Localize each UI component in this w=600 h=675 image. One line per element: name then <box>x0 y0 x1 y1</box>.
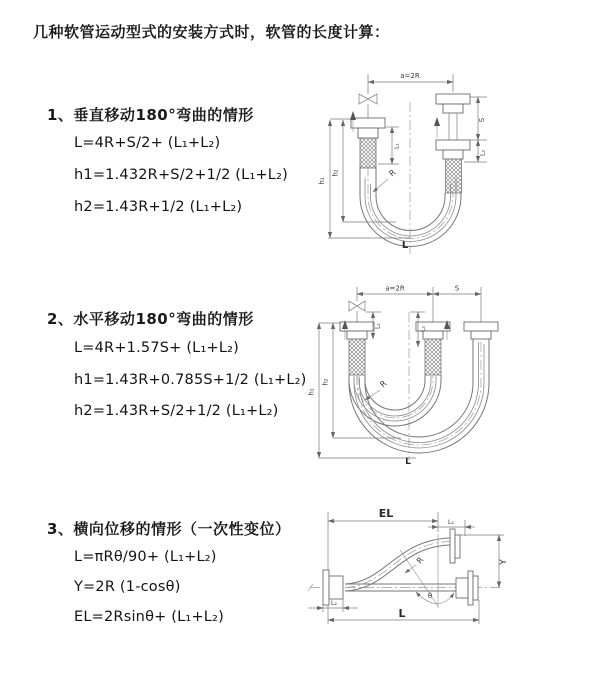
label-l1: L₁ <box>447 519 455 526</box>
valve-icon <box>359 86 377 118</box>
dimension-a-2R <box>368 72 453 92</box>
label-l: L <box>401 240 409 251</box>
braided-hose-section <box>446 159 462 193</box>
label-theta: θ <box>427 592 433 600</box>
dimension-L <box>405 457 411 466</box>
label-l: L <box>405 457 411 466</box>
braided-hose-section <box>349 339 365 375</box>
s-curve-hose <box>345 538 450 591</box>
diagram-lateral-displacement <box>298 502 560 652</box>
label-l2: L₂ <box>419 325 427 333</box>
dimension-a-2R <box>357 285 481 323</box>
label-h1: h₁ <box>307 388 316 396</box>
dimension-h1 <box>318 119 351 238</box>
right-flange-upper <box>436 94 470 140</box>
section-1-heading: 1、垂直移动180°弯曲的情形 <box>47 106 254 124</box>
section-2-formula-h1: h1=1.43R+0.785S+1/2 (L₁+L₂) <box>74 372 307 388</box>
section-1-formula-h2: h2=1.43R+1/2 (L₁+L₂) <box>74 199 243 215</box>
label-h2: h₂ <box>331 169 340 177</box>
dimension-L2 <box>410 312 427 347</box>
dimension-L1 <box>378 127 401 164</box>
label-a: a=2R <box>400 72 420 80</box>
dimension-L2 <box>308 599 358 612</box>
label-r: R <box>414 555 426 566</box>
valve-icon <box>349 299 365 322</box>
dimension-S <box>433 285 481 295</box>
label-l2: L₂ <box>479 149 487 157</box>
label-s: S <box>478 117 486 123</box>
radius-callout-R <box>373 168 398 192</box>
section-3-formula-EL: EL=2Rsinθ+ (L₁+L₂) <box>74 609 224 625</box>
section-1-formula-h1: h1=1.432R+S/2+1/2 (L₁+L₂) <box>74 167 288 183</box>
left-flange <box>351 118 385 168</box>
top-right-flange <box>450 529 460 563</box>
section-3-formula-L: L=πRθ/90+ (L₁+L₂) <box>74 549 217 565</box>
label-h2: h₂ <box>321 378 330 386</box>
braided-hose-section <box>425 339 441 375</box>
braided-hose-section <box>360 138 376 168</box>
u-bend-position-1 <box>349 375 441 426</box>
radius-callout-R <box>365 379 389 400</box>
label-s: S <box>454 284 460 293</box>
label-l2: L₂ <box>330 600 338 607</box>
dimension-S <box>464 97 487 162</box>
diagram-horizontal-180-bend <box>306 282 551 466</box>
right-flange-position-2 <box>464 322 498 339</box>
label-h1: h₁ <box>318 177 326 185</box>
section-2-formula-h2: h2=1.43R+S/2+1/2 (L₁+L₂) <box>74 403 279 419</box>
label-l1: L₁ <box>374 322 382 330</box>
section-1-formula-L: L=4R+S/2+ (L₁+L₂) <box>74 135 221 151</box>
label-el: EL <box>378 507 394 520</box>
section-2-heading: 2、水平移动180°弯曲的情形 <box>47 310 254 328</box>
label-r: R <box>378 378 389 390</box>
label-l1: L₁ <box>393 142 401 150</box>
dimension-L <box>328 600 479 624</box>
section-2-formula-L: L=4R+1.57S+ (L₁+L₂) <box>74 340 239 356</box>
label-y: Y <box>499 559 509 565</box>
diagram-vertical-180-bend <box>306 66 541 258</box>
right-flange-lower <box>436 140 470 193</box>
page-title: 几种软管运动型式的安装方式时，软管的长度计算： <box>33 23 390 41</box>
radius-callout-R <box>405 555 426 573</box>
label-a: a=2R <box>385 284 405 293</box>
section-3-heading: 3、横向位移的情形（一次性变位） <box>47 520 291 538</box>
label-r: R <box>387 167 398 179</box>
label-l: L <box>398 607 406 620</box>
bottom-right-flange <box>456 571 478 605</box>
section-3-formula-Y: Y=2R (1-cosθ) <box>74 579 181 595</box>
